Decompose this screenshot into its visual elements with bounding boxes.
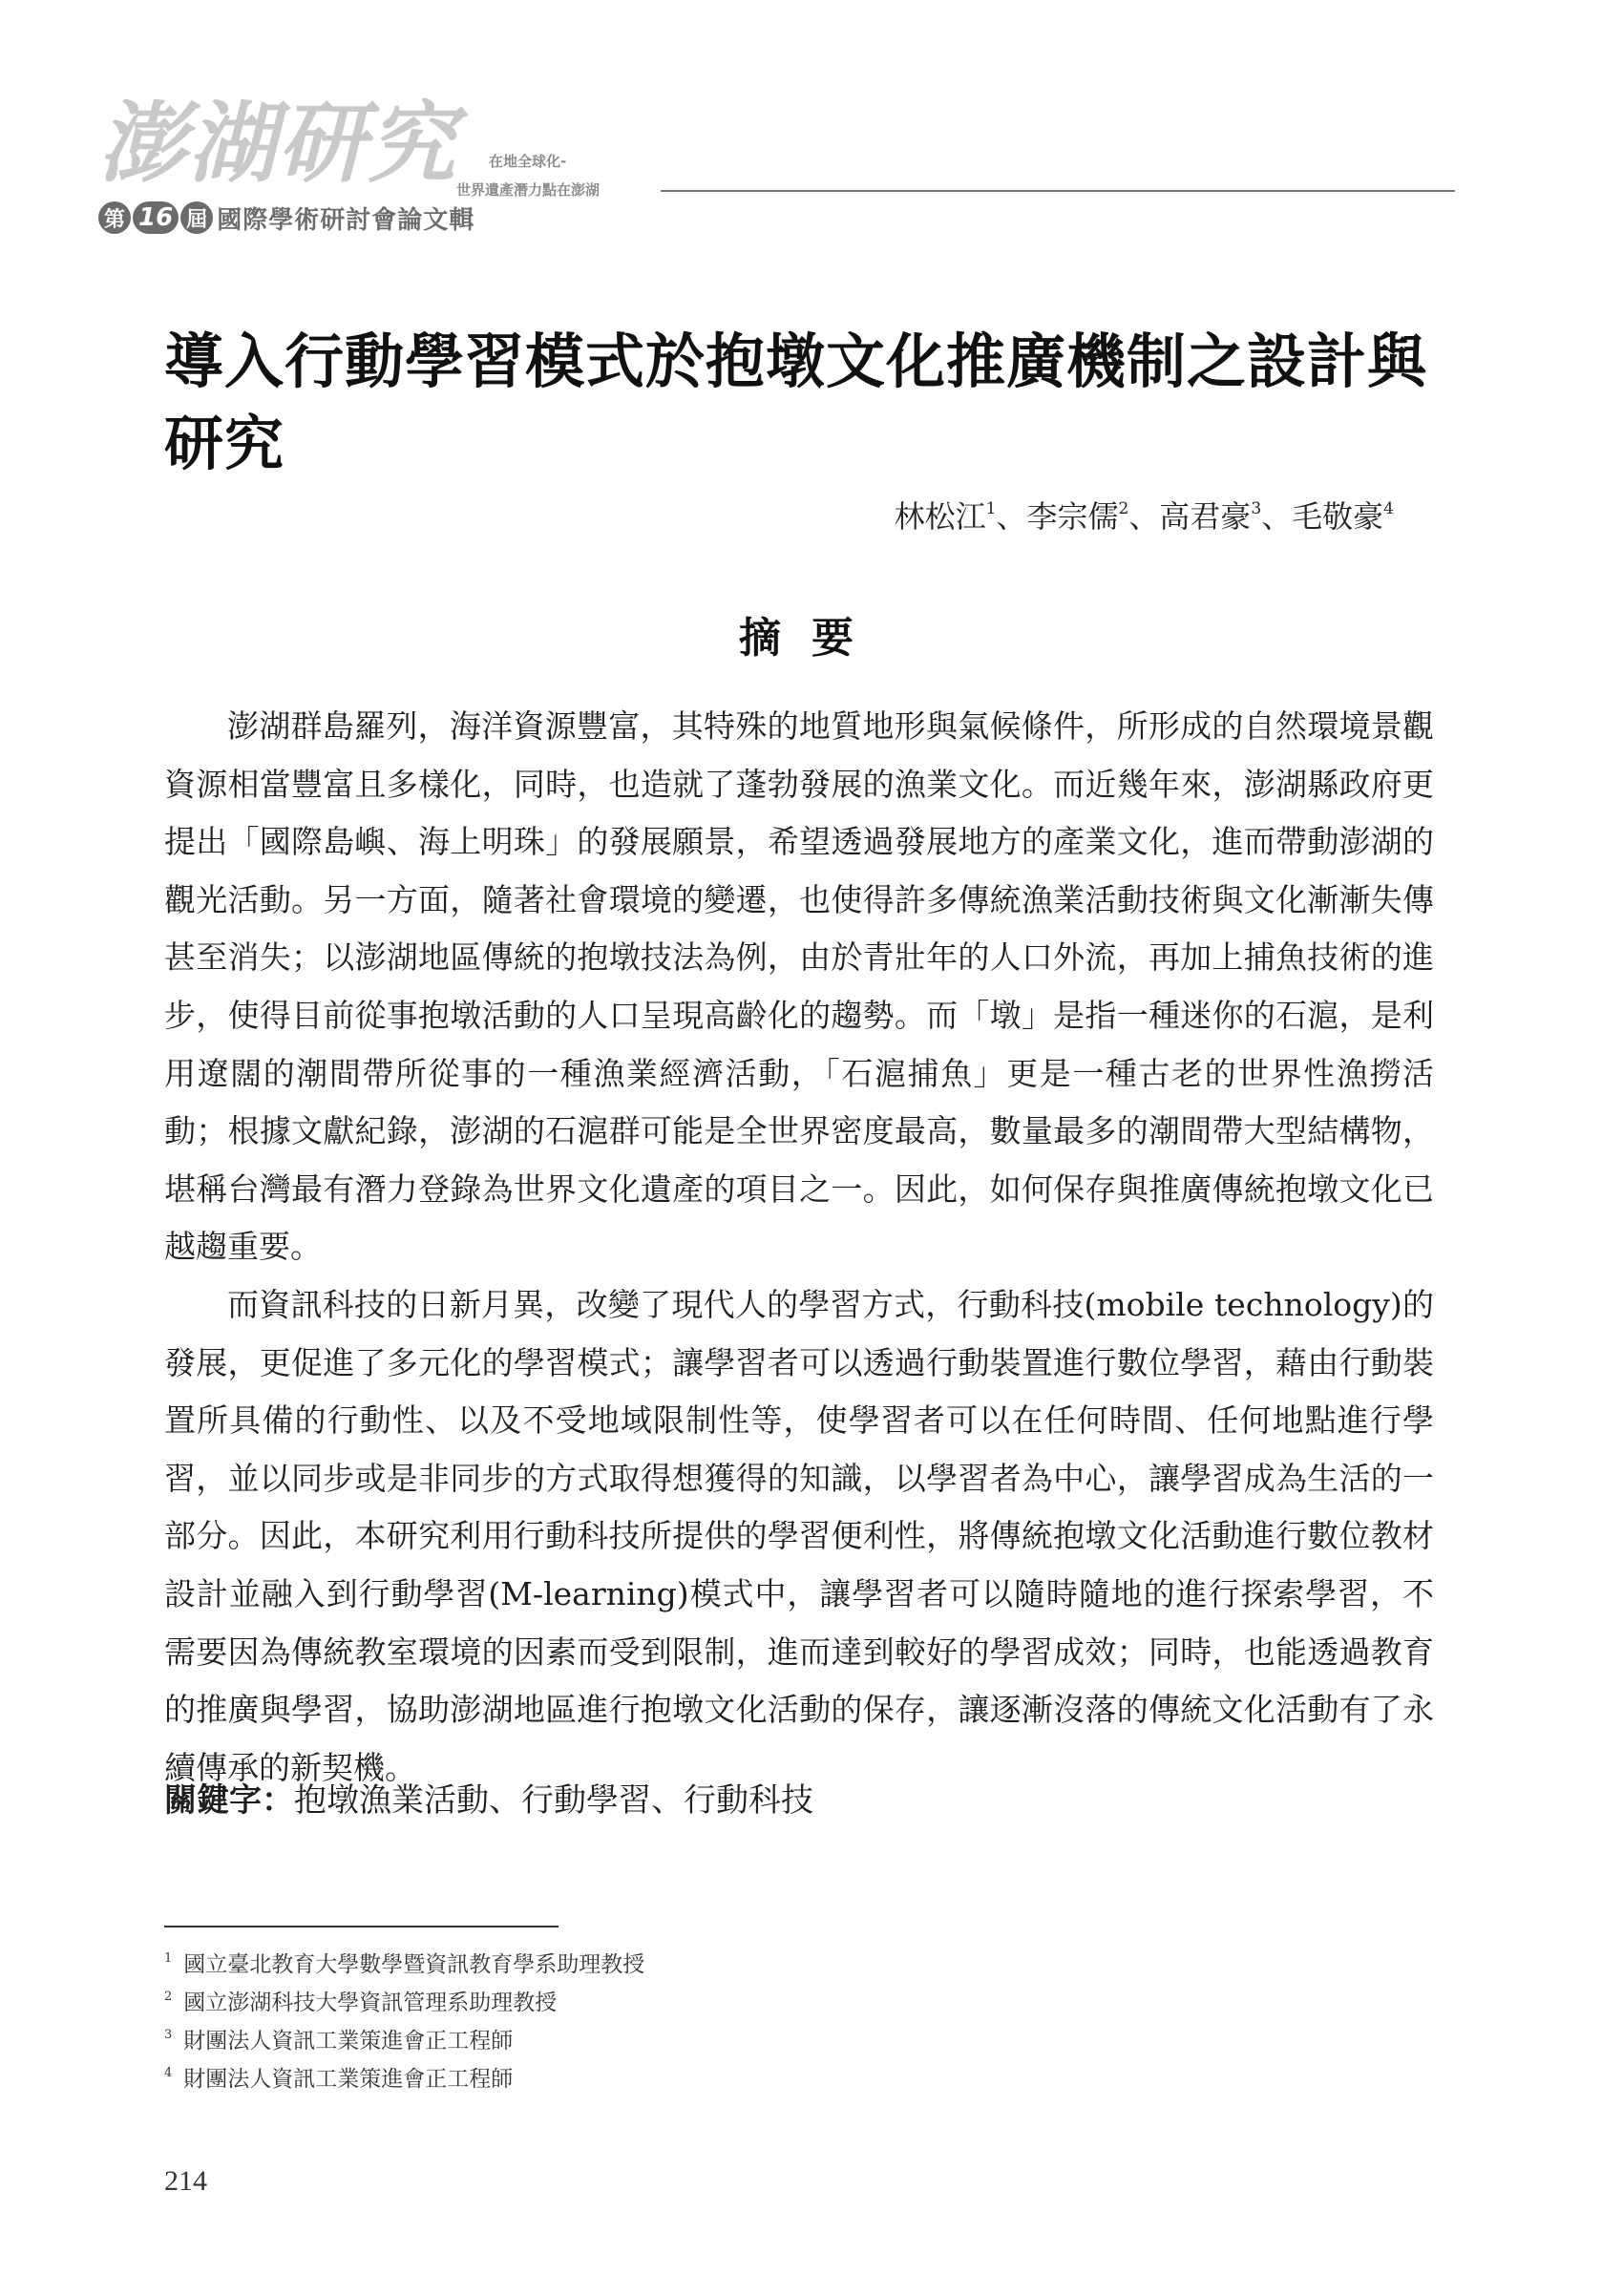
author-affiliation-mark: 1 [985,499,997,518]
proceedings-title: 國際學術研討會論文輯 [217,205,475,235]
author-list [895,498,1394,535]
author-name: 李宗儒 [1026,498,1119,535]
author-affiliation-mark: 2 [1118,499,1129,518]
keywords [164,1781,813,1821]
keywords-label: 關鍵字： [164,1781,294,1820]
edition-number: 16 [133,201,179,234]
footnote-rule [164,1926,559,1927]
header-tagline-1: 在地全球化- [489,153,567,170]
proceedings-banner [98,199,474,237]
footnotes [164,1943,1405,2096]
author-separator: 、 [1261,498,1293,535]
header-tagline-2: 世界遺產潛力點在澎湖 [456,181,601,199]
footnote-text: 國立臺北教育大學數學暨資訊教育學系助理教授 [183,1952,645,1977]
edition-suffix: 屆 [180,201,213,234]
paper-title: 導入行動學習模式於抱墩文化推廣機制之設計與研究 [164,326,1428,478]
footnote-text: 財團法人資訊工業策進會正工程師 [183,2067,514,2092]
edition-prefix: 第 [98,201,131,234]
page-number: 214 [164,2165,207,2197]
footnote [164,1981,1405,2019]
author-separator: 、 [996,498,1027,535]
author-name: 高君豪 [1159,498,1252,535]
header-rule [661,190,1455,192]
abstract-body [164,698,1434,1797]
footnote-text: 國立澎湖科技大學資訊管理系助理教授 [183,1991,558,2015]
author-name: 毛敬豪 [1292,498,1384,535]
abstract-paragraph: 而資訊科技的日新月異，改變了現代人的學習方式，行動科技(mobile technology)的發展，更促進了多元化的學習模式；讓學習者可以透過行動裝置進行數位學習，藉由行動裝置所具備的行動性、以及不受地域限制性等，使學習者可以在任何時間、任何地點進行學習，並以同步或是非同步的方式取得想獲得的知識，以學習者為中心，讓學習成為生活的一部分。因此，本研究利用行動科技所提供的學習便利性，將傳統抱墩文化活動進行數位教材設計並融入到行動學習(M-learning)模式中，讓學習者可以隨時隨地的進行探索學習，不需要因為傳統教室環境的因素而受到限制，進而達到較好的學習成效；同時，也能透過教育的推廣與學習，協助澎湖地區進行抱墩文化活動的保存，讓逐漸沒落的傳統文化活動有了永續傳承的新契機。 [164,1285,1434,1786]
footnote [164,1943,1405,1981]
author-separator: 、 [1128,498,1160,535]
footnote-mark: 3 [164,2028,173,2042]
author-name: 林松江 [894,498,986,535]
edition-badge [98,201,213,234]
abstract-heading: 摘要 [739,614,884,663]
footnote-mark: 4 [164,2066,173,2080]
abstract-paragraph: 澎湖群島羅列，海洋資源豐富，其特殊的地質地形與氣候條件，所形成的自然環境景觀資源相當豐富且多樣化，同時，也造就了蓬勃發展的漁業文化。而近幾年來，澎湖縣政府更提出「國際島嶼、海上明珠」的發展願景，希望透過發展地方的產業文化，進而帶動澎湖的觀光活動。另一方面，隨著社會環境的變遷，也使得許多傳統漁業活動技術與文化漸漸失傳甚至消失；以澎湖地區傳統的抱墩技法為例，由於青壯年的人口外流，再加上捕魚技術的進步，使得目前從事抱墩活動的人口呈現高齡化的趨勢。而「墩」是指一種迷你的石滬，是利用遼闊的潮間帶所從事的一種漁業經濟活動，「石滬捕魚」更是一種古老的世界性漁撈活動；根據文獻紀錄，澎湖的石滬群可能是全世界密度最高，數量最多的潮間帶大型結構物，堪稱台灣最有潛力登錄為世界文化遺產的項目之一。因此，如何保存與推廣傳統抱墩文化已越趨重要。 [164,707,1434,1266]
footnote [164,2057,1405,2096]
keywords-list: 抱墩漁業活動、行動學習、行動科技 [294,1781,813,1820]
author-affiliation-mark: 3 [1251,499,1262,518]
author-affiliation-mark: 4 [1383,499,1394,518]
journal-logo: 澎湖研究 [98,92,458,195]
footnote-mark: 1 [164,1951,173,1966]
footnote-text: 財團法人資訊工業策進會正工程師 [183,2029,514,2054]
footnote-mark: 2 [164,1990,173,2004]
footnote [164,2019,1405,2057]
